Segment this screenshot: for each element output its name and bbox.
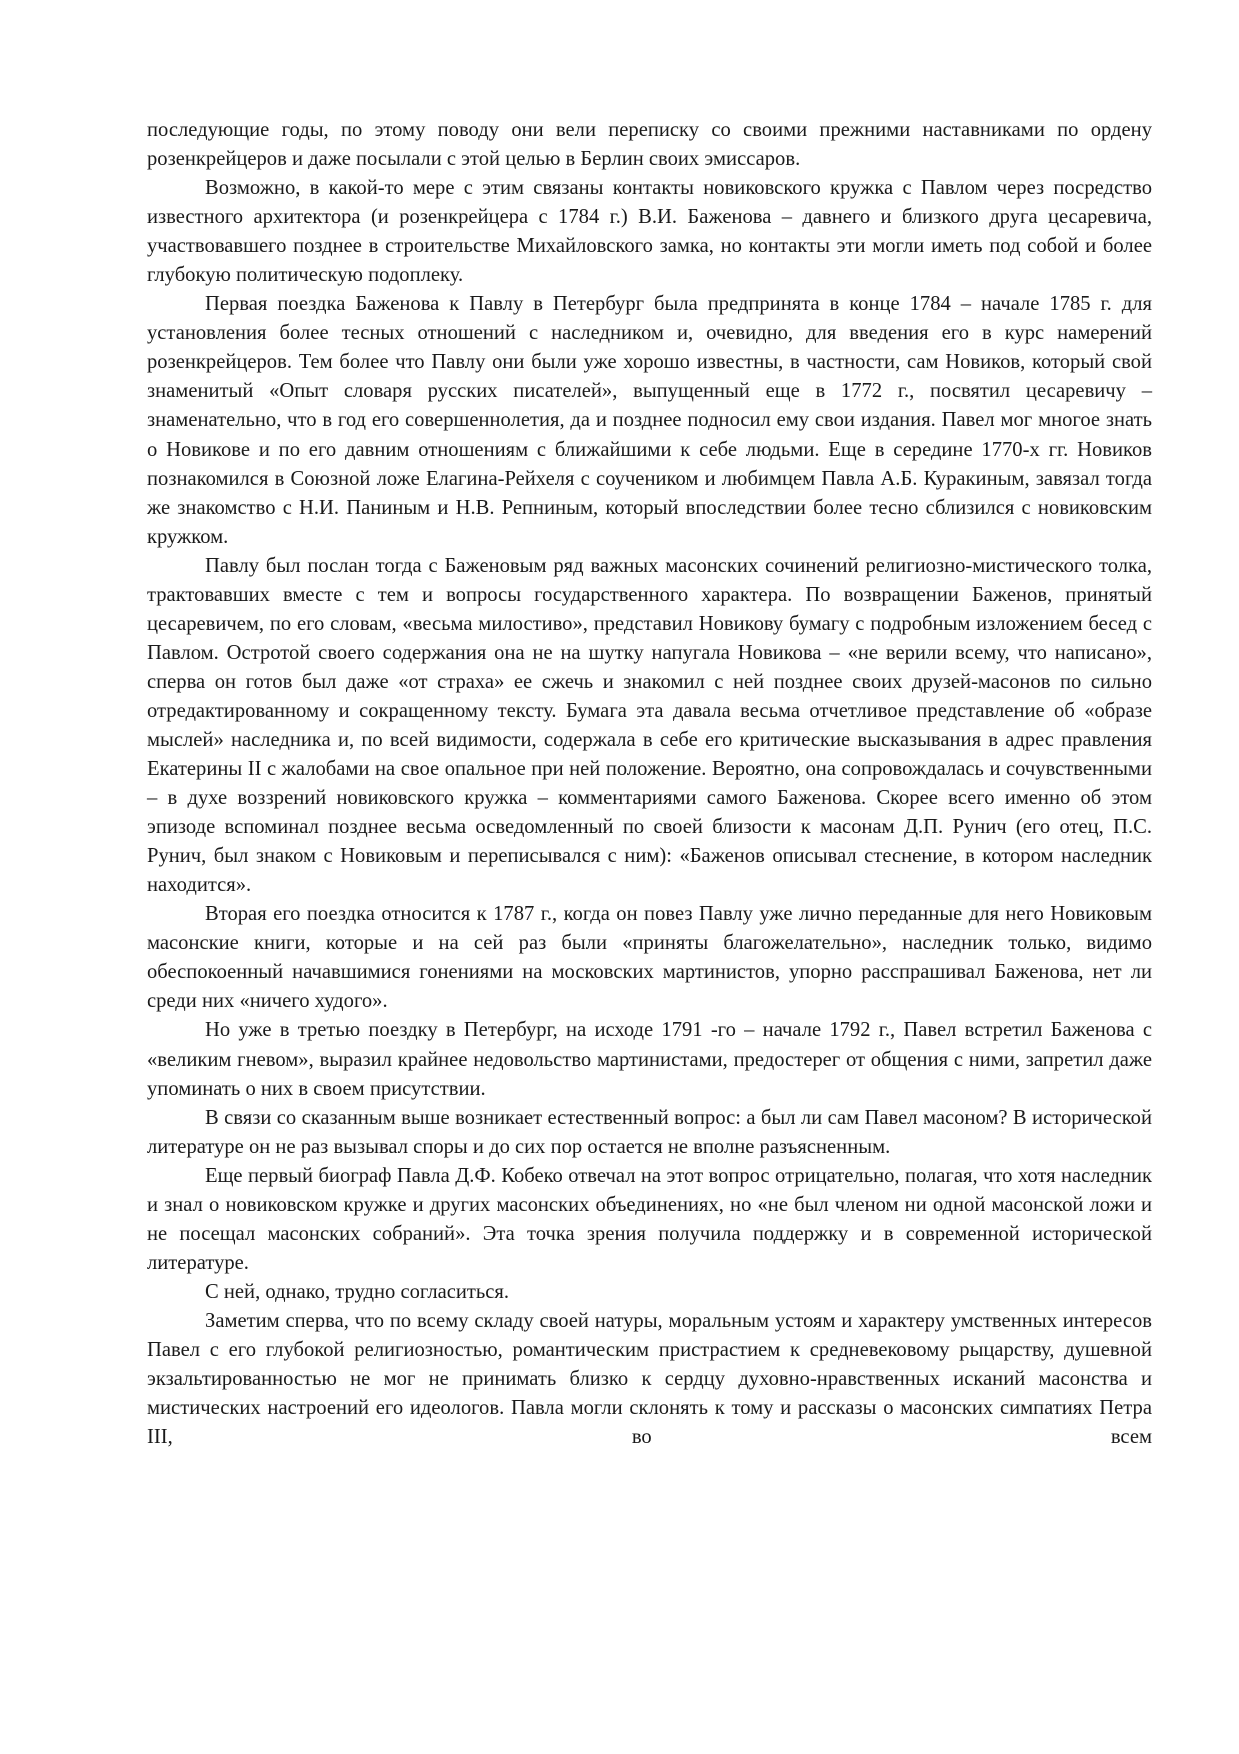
paragraph-3: Первая поездка Баженова к Павлу в Петербург была предпринята в конце 1784 – начале 1785 г. для установления более тесных отношений с наследником и, очевидно, для введения его в курс намерений розенкрейцеров. Тем более что Павлу они были уже хорошо известны, в частности, сам Новиков, который свой знаменитый «Опыт словаря русских писателей», выпущенный еще в 1772 г., посвятил цесаревичу – знаменательно, что в год его совершеннолетия, да и позднее подносил ему свои издания. Павел мог многое знать о Новикове и по его давним отношениям с ближайшими к себе людьми. Еще в середине 1770-х гг. Новиков познакомился в Союзной ложе Елагина-Рейхеля с соучеником и любимцем Павла А.Б. Куракиным, завязал тогда же знакомство с Н.И. Паниным и Н.В. Репниным, который впоследствии более тесно сблизился с новиковским кружком.: [147, 293, 1152, 548]
document-page: [147, 116, 1152, 1452]
paragraph-7: В связи со сказанным выше возникает естественный вопрос: а был ли сам Павел масоном? В исторической литературе он не раз вызывал споры и до сих пор остается не вполне разъясненным.: [147, 1106, 1152, 1158]
paragraph-10: Заметим сперва, что по всему складу своей натуры, моральным устоям и характеру умственных интересов Павел с его глубокой религиозностью, романтическим пристрастием к средневековому рыцарству, душевной экзальтированностью не мог не принимать близко к сердцу духовно-нравственных исканий масонства и мистических настроений его идеологов. Павла могли склонять к тому и рассказы о масонских симпатиях Петра III, во всем: [147, 1309, 1152, 1449]
paragraph-2: Возможно, в какой-то мере с этим связаны контакты новиковского кружка с Павлом через посредство известного архитектора (и розенкрейцера с 1784 г.) В.И. Баженова – давнего и близкого друга цесаревича, участвовавшего позднее в строительстве Михайловского замка, но контакты эти могли иметь под собой и более глубокую политическую подоплеку.: [147, 177, 1152, 287]
paragraph-8: Еще первый биограф Павла Д.Ф. Кобеко отвечал на этот вопрос отрицательно, полагая, что хотя наследник и знал о новиковском кружке и других масонских объединениях, но «не был членом ни одной масонской ложи и не посещал масонских собраний». Эта точка зрения получила поддержку и в современной исторической литературе.: [147, 1164, 1152, 1274]
paragraph-4: Павлу был послан тогда с Баженовым ряд важных масонских сочинений религиозно-мистического толка, трактовавших вместе с тем и вопросы государственного характера. По возвращении Баженов, принятый цесаревичем, по его словам, «весьма милостиво», представил Новикову бумагу с подробным изложением бесед с Павлом. Остротой своего содержания она не на шутку напугала Новикова – «не верили всему, что написано», сперва он готов был даже «от страха» ее сжечь и знакомил с ней позднее своих друзей-масонов по сильно отредактированному и сокращенному тексту. Бумага эта давала весьма отчетливое представление об «образе мыслей» наследника и, по всей видимости, содержала в себе его критические высказывания в адрес правления Екатерины II с жалобами на свое опальное при ней положение. Вероятно, она сопровождалась и сочувственными – в духе воззрений новиковского кружка – комментариями самого Баженова. Скорее всего именно об этом эпизоде вспоминал позднее весьма осведомленный по своей близости к масонам Д.П. Рунич (его отец, П.С. Рунич, был знаком с Новиковым и переписывался с ним): «Баженов описывал стеснение, в котором наследник находится».: [147, 554, 1152, 897]
paragraph-5: Вторая его поездка относится к 1787 г., когда он повез Павлу уже лично переданные для него Новиковым масонские книги, которые и на сей раз были «приняты благожелательно», наследник только, видимо обеспокоенный начавшимися гонениями на московских мартинистов, упорно расспрашивал Баженова, нет ли среди них «ничего худого».: [147, 903, 1152, 1013]
paragraph-6: Но уже в третью поездку в Петербург, на исходе 1791 -го – начале 1792 г., Павел встретил Баженова с «великим гневом», выразил крайнее недовольство мартинистами, предостерег от общения с ними, запретил даже упоминать о них в своем присутствии.: [147, 1019, 1152, 1100]
paragraph-9: С ней, однако, трудно согласиться.: [205, 1280, 510, 1303]
paragraph-1: последующие годы, по этому поводу они вели переписку со своими прежними наставниками по ордену розенкрейцеров и даже посылали с этой целью в Берлин своих эмиссаров.: [147, 119, 1152, 171]
